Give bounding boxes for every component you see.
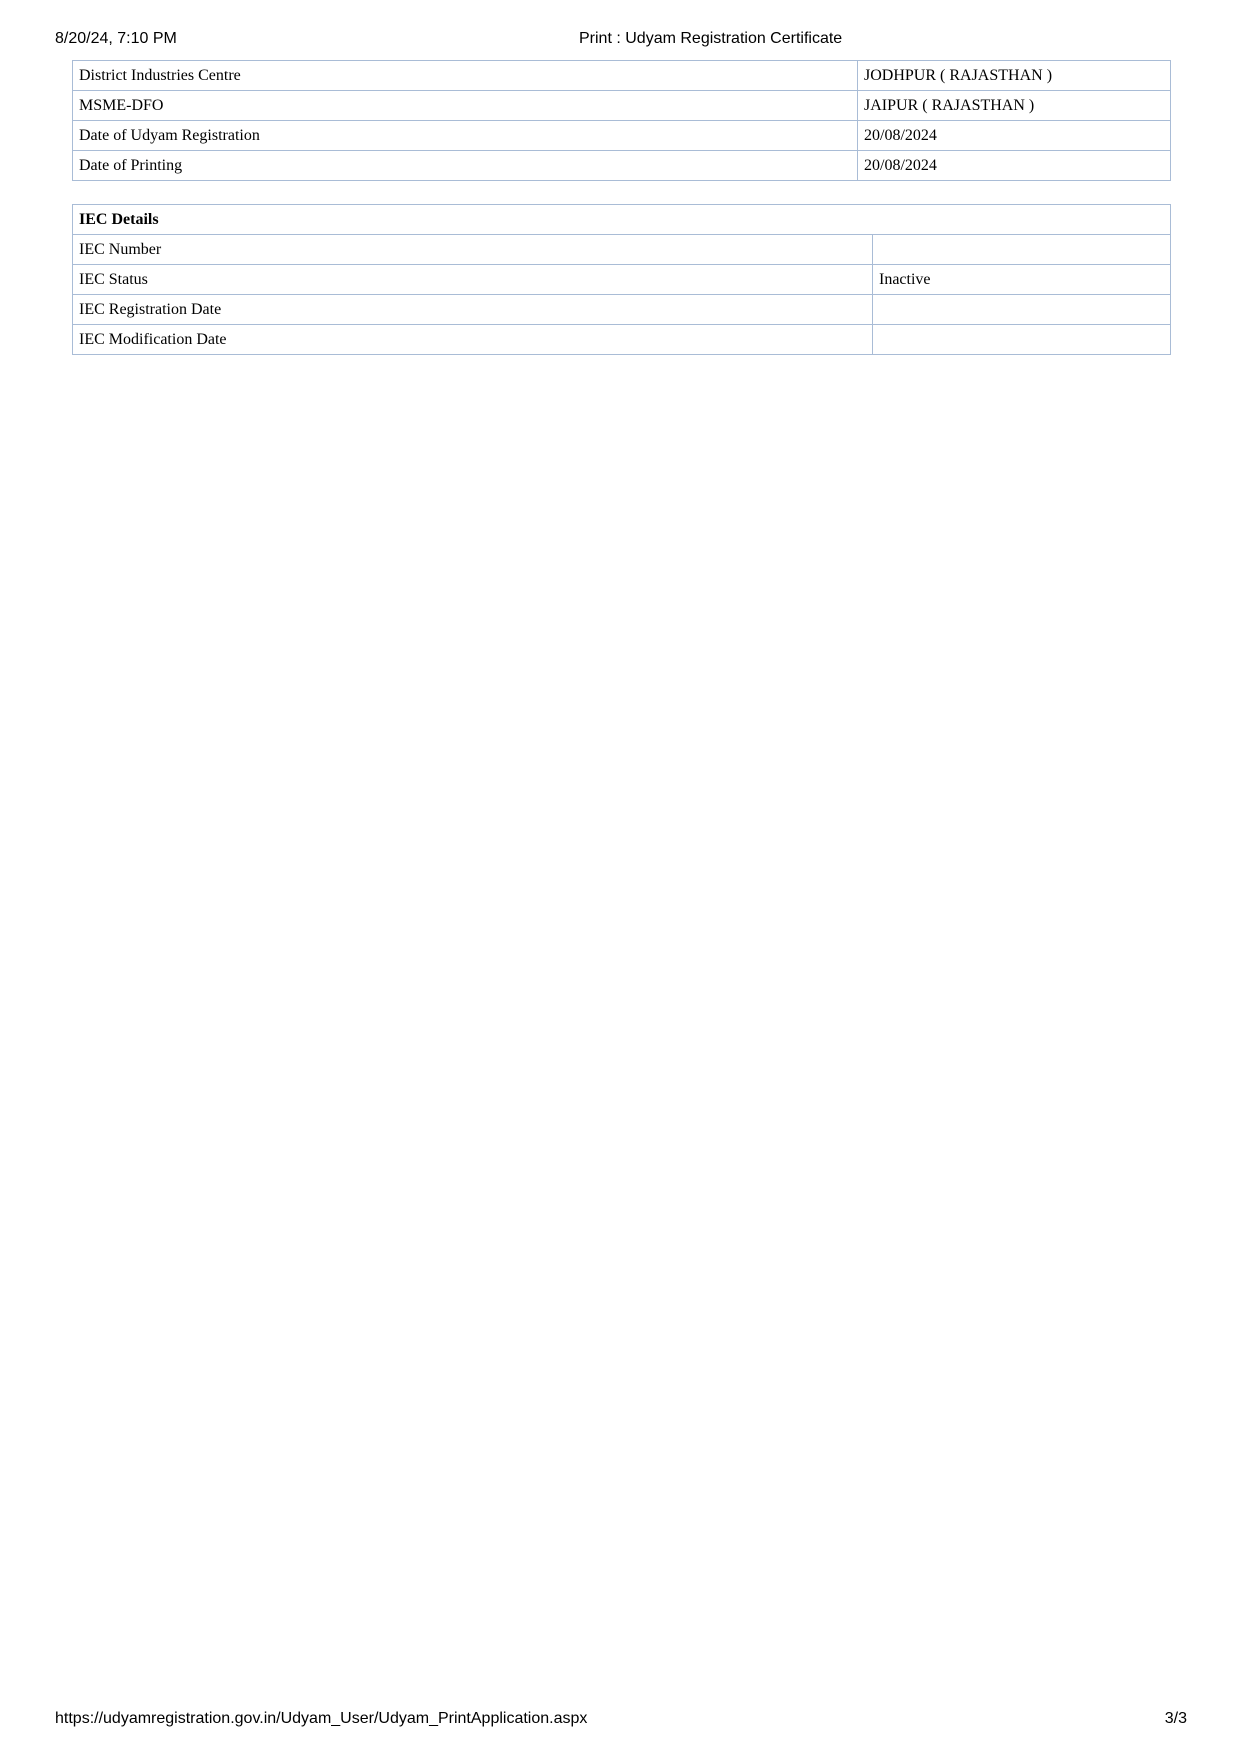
page-url: https://udyamregistration.gov.in/Udyam_User/Udyam_PrintApplication.aspx — [55, 1710, 588, 1727]
row-value-msme-dfo: JAIPUR ( RAJASTHAN ) — [858, 91, 1171, 121]
table-row — [73, 325, 1171, 355]
row-value-iec-number — [873, 235, 1171, 265]
table-row — [73, 151, 1171, 181]
row-value-date-of-printing: 20/08/2024 — [858, 151, 1171, 181]
row-value-date-of-udyam-registration: 20/08/2024 — [858, 121, 1171, 151]
row-value-iec-modification-date — [873, 325, 1171, 355]
row-label-iec-registration-date: IEC Registration Date — [73, 295, 873, 325]
table-row — [73, 235, 1171, 265]
row-label-iec-modification-date: IEC Modification Date — [73, 325, 873, 355]
table-row — [73, 121, 1171, 151]
print-footer — [55, 1710, 1187, 1732]
iec-details-heading: IEC Details — [73, 205, 1171, 235]
row-value-iec-registration-date — [873, 295, 1171, 325]
table-heading-row — [73, 205, 1171, 235]
registration-details-table — [72, 60, 1171, 181]
row-label-msme-dfo: MSME-DFO — [73, 91, 858, 121]
page-number: 3/3 — [1164, 1710, 1187, 1727]
row-value-district-industries-centre: JODHPUR ( RAJASTHAN ) — [858, 61, 1171, 91]
table-row — [73, 61, 1171, 91]
iec-details-table — [72, 204, 1171, 355]
table-row — [73, 91, 1171, 121]
row-value-iec-status: Inactive — [873, 265, 1171, 295]
print-header — [55, 30, 1187, 52]
row-label-iec-status: IEC Status — [73, 265, 873, 295]
row-label-date-of-printing: Date of Printing — [73, 151, 858, 181]
print-datetime: 8/20/24, 7:10 PM — [55, 30, 177, 47]
row-label-iec-number: IEC Number — [73, 235, 873, 265]
print-title: Print : Udyam Registration Certificate — [579, 30, 843, 47]
row-label-district-industries-centre: District Industries Centre — [73, 61, 858, 91]
table-row — [73, 265, 1171, 295]
table-row — [73, 295, 1171, 325]
row-label-date-of-udyam-registration: Date of Udyam Registration — [73, 121, 858, 151]
